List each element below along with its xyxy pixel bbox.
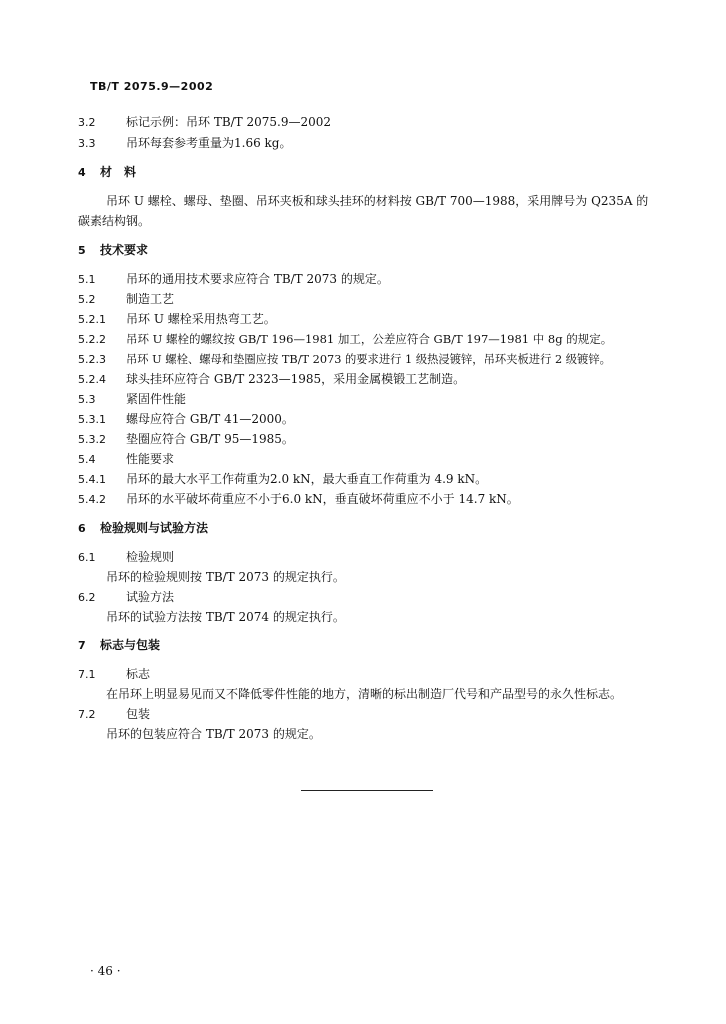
- clause-number: 5.3.1: [78, 413, 106, 426]
- clause-number: 5.2.1: [78, 313, 106, 326]
- clause-6-2-body: 吊环的试验方法按 TB/T 2074 的规定执行。: [106, 610, 345, 624]
- clause-3-3: [78, 136, 292, 151]
- clause-number: 5.2: [78, 293, 96, 306]
- clause-6-1: [78, 550, 174, 565]
- clause-5-3: [78, 392, 186, 407]
- clause-7-1-body: 在吊环上明显易见而又不降低零件性能的地方，清晰的标出制造厂代号和产品型号的永久性标志。: [106, 687, 623, 701]
- section-7-heading: [78, 638, 160, 653]
- clause-5-1: [78, 272, 389, 287]
- section-4-body-line1: 吊环 U 螺栓、螺母、垫圈、吊环夹板和球头挂环的材料按 GB/T 700—1988，采用牌号为 Q235A 的: [106, 194, 649, 208]
- clause-5-4-1: [78, 472, 487, 487]
- clause-text: 螺母应符合 GB/T 41—2000。: [126, 412, 294, 426]
- clause-text: 制造工艺: [126, 292, 175, 306]
- clause-text: 标记示例：吊环 TB/T 2075.9—2002: [126, 115, 332, 129]
- end-rule: [301, 790, 433, 791]
- clause-5-2: [78, 292, 174, 307]
- section-number: 7: [78, 639, 86, 652]
- clause-number: 5.2.4: [78, 373, 106, 386]
- clause-6-2: [78, 590, 174, 605]
- page-number: · 46 ·: [90, 964, 121, 978]
- clause-7-2-body: 吊环的包装应符合 TB/T 2073 的规定。: [106, 727, 321, 741]
- clause-5-4: [78, 452, 174, 467]
- section-4-heading: [78, 165, 136, 180]
- section-number: 4: [78, 166, 86, 179]
- clause-text: 垫圈应符合 GB/T 95—1985。: [126, 432, 294, 446]
- section-number: 5: [78, 244, 86, 257]
- clause-text: 紧固件性能: [126, 392, 187, 406]
- standard-header: TB/T 2075.9—2002: [90, 80, 214, 93]
- clause-5-3-1: [78, 412, 294, 427]
- section-4-body-line2: 碳素结构钢。: [78, 214, 151, 228]
- clause-5-2-1: [78, 312, 276, 327]
- clause-text: 吊环的通用技术要求应符合 TB/T 2073 的规定。: [126, 272, 389, 286]
- clause-number: 6.2: [78, 591, 96, 604]
- section-title: 检验规则与试验方法: [100, 521, 209, 535]
- clause-5-2-2: [78, 332, 612, 347]
- clause-text: 检验规则: [126, 550, 175, 564]
- clause-text: 标志: [126, 667, 151, 681]
- clause-6-1-body: 吊环的检验规则按 TB/T 2073 的规定执行。: [106, 570, 345, 584]
- section-title: 技术要求: [100, 243, 149, 257]
- clause-7-2: [78, 707, 150, 722]
- clause-number: 6.1: [78, 551, 96, 564]
- clause-number: 7.1: [78, 668, 96, 681]
- clause-text: 吊环的水平破坏荷重应不小于6.0 kN，垂直破坏荷重应不小于 14.7 kN。: [126, 492, 519, 506]
- clause-text: 试验方法: [126, 590, 175, 604]
- clause-number: 5.2.3: [78, 353, 106, 366]
- clause-text: 吊环 U 螺栓、螺母和垫圈应按 TB/T 2073 的要求进行 1 级热浸镀锌，吊环夹板进行 2 级镀锌。: [126, 353, 611, 366]
- clause-7-1: [78, 667, 150, 682]
- clause-5-4-2: [78, 492, 519, 507]
- clause-number: 5.3: [78, 393, 96, 406]
- clause-text: 吊环的最大水平工作荷重为2.0 kN，最大垂直工作荷重为 4.9 kN。: [126, 472, 488, 486]
- clause-text: 吊环每套参考重量为1.66 kg。: [126, 136, 292, 150]
- clause-number: 7.2: [78, 708, 96, 721]
- section-number: 6: [78, 522, 86, 535]
- clause-text: 性能要求: [126, 452, 175, 466]
- clause-text: 吊环 U 螺栓采用热弯工艺。: [126, 312, 276, 326]
- clause-text: 包装: [126, 707, 151, 721]
- clause-5-2-3: [78, 352, 611, 367]
- section-title: 材 料: [100, 165, 137, 179]
- clause-5-3-2: [78, 432, 294, 447]
- clause-number: 5.4.2: [78, 493, 106, 506]
- clause-number: 5.4: [78, 453, 96, 466]
- clause-text: 球头挂环应符合 GB/T 2323—1985，采用金属模锻工艺制造。: [126, 372, 466, 386]
- clause-number: 5.3.2: [78, 433, 106, 446]
- section-6-heading: [78, 521, 208, 536]
- clause-number: 5.4.1: [78, 473, 106, 486]
- section-title: 标志与包装: [100, 638, 161, 652]
- clause-number: 5.1: [78, 273, 96, 286]
- clause-number: 3.2: [78, 116, 96, 129]
- clause-number: 3.3: [78, 137, 96, 150]
- clause-text: 吊环 U 螺栓的螺纹按 GB/T 196—1981 加工，公差应符合 GB/T 197—1981 中 8g 的规定。: [126, 332, 613, 346]
- clause-3-2: [78, 115, 331, 130]
- clause-5-2-4: [78, 372, 465, 387]
- section-5-heading: [78, 243, 148, 258]
- clause-number: 5.2.2: [78, 333, 106, 346]
